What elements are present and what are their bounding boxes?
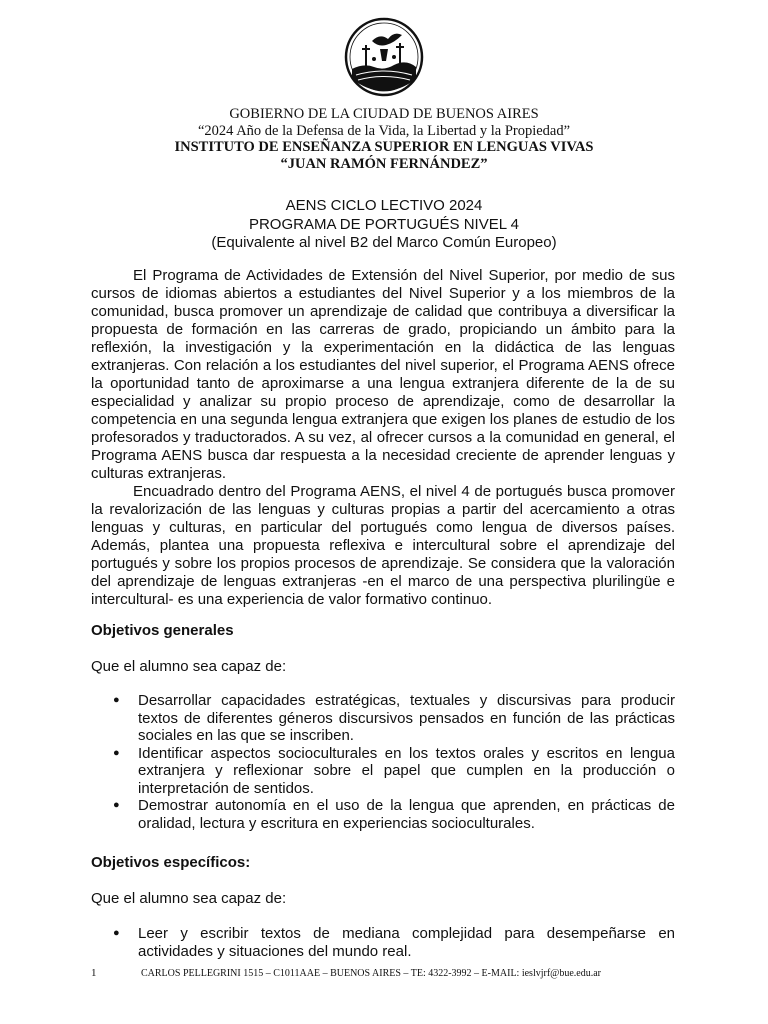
level-equivalence: (Equivalente al nivel B2 del Marco Común Europeo) xyxy=(211,234,557,251)
general-objectives-heading: Objetivos generales xyxy=(91,622,234,639)
institute-honoree: “JUAN RAMÓN FERNÁNDEZ” xyxy=(280,155,488,172)
page-number: 1 xyxy=(91,967,97,979)
cycle-title: AENS CICLO LECTIVO 2024 xyxy=(285,197,483,214)
institute-name: INSTITUTO DE ENSEÑANZA SUPERIOR EN LENGUAS VIVAS xyxy=(174,139,594,155)
year-motto: “2024 Año de la Defensa de la Vida, la Libertad y la Propiedad” xyxy=(197,122,571,139)
specific-objectives-list xyxy=(91,925,675,960)
list-item: ● Demostrar autonomía en el uso de la lengua que aprenden, en prácticas de oralidad, lectura y escritura en experiencias socioculturales. xyxy=(91,797,675,832)
institution-header xyxy=(0,106,768,172)
institute-seal-logo xyxy=(344,17,424,97)
program-title-block xyxy=(0,197,768,253)
program-title: PROGRAMA DE PORTUGUÉS NIVEL 4 xyxy=(248,215,520,233)
specific-objectives-heading: Objetivos específicos: xyxy=(91,854,251,871)
list-item: ● Leer y escribir textos de mediana complejidad para desempeñarse en actividades y situaciones del mundo real. xyxy=(91,925,675,960)
general-objectives-list xyxy=(91,692,675,832)
government-name: GOBIERNO DE LA CIUDAD DE BUENOS AIRES xyxy=(229,106,539,122)
general-objectives-lead: Que el alumno sea capaz de: xyxy=(91,658,287,675)
intro-text xyxy=(91,267,675,609)
footer-address: CARLOS PELLEGRINI 1515 – C1011AAE – BUENOS AIRES – TE: 4322-3992 – E-MAIL: ieslvjrf@bue.edu.ar xyxy=(141,968,602,979)
intro-paragraph-2: Encuadrado dentro del Programa AENS, el nivel 4 de portugués busca promover la revalorización de las lenguas y culturas propias a partir del acercamiento a otras lenguas y culturas, en particular del portugués como lengua de diversos países. Además, plantea una propuesta reflexiva e intercultural sobre el aprendizaje del portugués y sobre los propios procesos de aprendizaje. Se considera que la valoración del aprendizaje de lenguas extranjeras -en el marco de una perspectiva plurilingüe e intercultural- es una experiencia de valor formativo continuo. xyxy=(91,483,675,608)
specific-objectives-lead: Que el alumno sea capaz de: xyxy=(91,890,287,907)
list-item: ● Identificar aspectos socioculturales en los textos orales y escritos en lengua extranjera y reflexionar sobre el papel que cumplen en la producción o interpretación de sentidos. xyxy=(91,745,675,798)
list-item: ● Desarrollar capacidades estratégicas, textuales y discursivas para producir textos de diferentes géneros discursivos pensados en función de las prácticas sociales en las que se inscriben. xyxy=(91,692,675,745)
intro-paragraph-1: El Programa de Actividades de Extensión del Nivel Superior, por medio de sus cursos de idiomas abiertos a estudiantes del Nivel Superior y a los miembros de la comunidad, busca promover un aprendizaje de calidad que contribuya a diversificar la propuesta de formación en las carreras de grado, propiciando un ámbito para la reflexión, la investigación y la experimentación en la didáctica de las lenguas extranjeras. Con relación a los estudiantes del nivel superior, el Programa AENS ofrece la oportunidad tanto de aproximarse a una lengua extranjera diferente de la de su especialidad y analizar su propio proceso de aprendizaje, como de desarrollar la competencia en una segunda lengua extranjera que exigen los planes de estudio de los profesorados y traductorados. A su vez, al ofrecer cursos a la comunidad en general, el Programa AENS busca dar respuesta a la necesidad creciente de aprender lenguas y culturas extranjeras. xyxy=(91,267,675,482)
